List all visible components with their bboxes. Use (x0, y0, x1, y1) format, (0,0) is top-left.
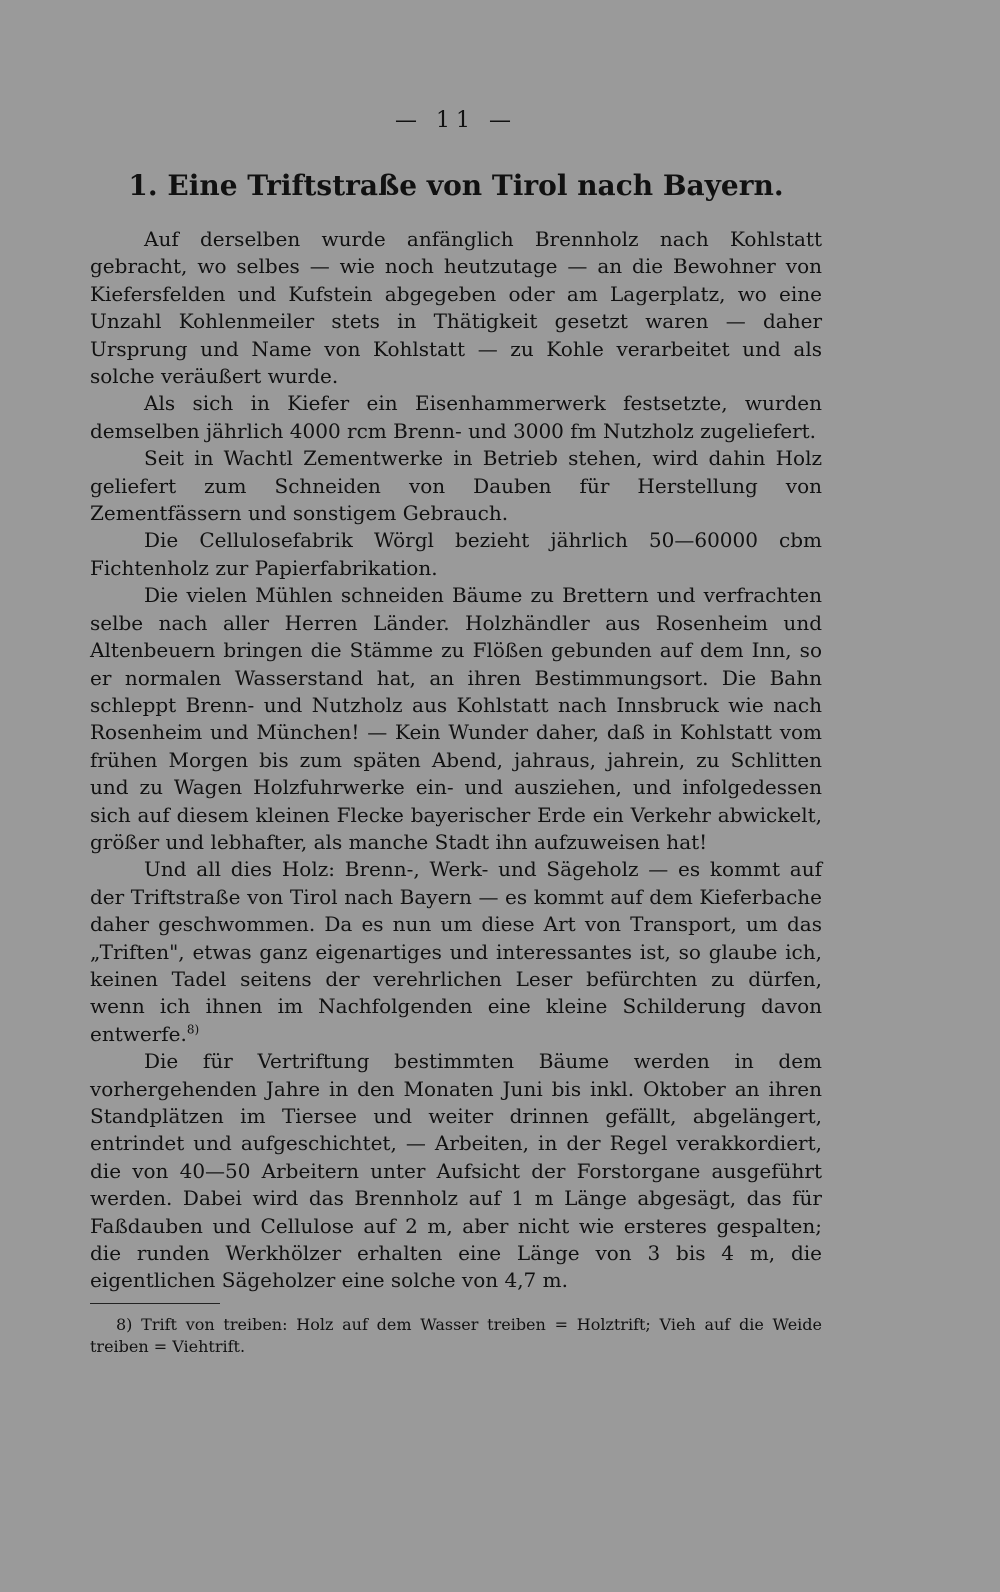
footnote: 8) Trift von treiben: Holz auf dem Wasser treiben = Holztrift; Vieh auf die Weide treiben = Viehtrift. (90, 1314, 822, 1356)
chapter-title: 1. Eine Triftstraße von Tirol nach Bayern. (128, 169, 784, 202)
paragraph-6-text: Und all dies Holz: Brenn-, Werk- und Sägeholz — es kommt auf der Triftstraße von Tirol nach Bayern — es kommt auf dem Kieferbache daher geschwommen. Da es nun um diese Art von Transport, um das „Triften", etwas ganz eigenartiges und interessantes ist, so glaube ich, keinen Tadel seitens der verehrlichen Leser befürchten zu dürfen, wenn ich ihnen im Nachfolgenden eine kleine Schilderung davon entwerfe. (90, 857, 822, 1046)
paragraph-3: Seit in Wachtl Zementwerke in Betrieb stehen, wird dahin Holz geliefert zum Schneiden von Dauben für Herstellung von Zementfässern und sonstigem Gebrauch. (90, 446, 822, 526)
paragraph-4: Die Cellulosefabrik Wörgl bezieht jährlich 50—60000 cbm Fichtenholz zur Papierfabrikation. (90, 528, 822, 580)
footnote-divider (90, 1303, 220, 1304)
body-text (90, 226, 822, 1295)
paragraph-6 (90, 856, 822, 1048)
footnote-reference: 8) (186, 1022, 200, 1037)
page-number: — 11 — (395, 108, 517, 133)
paragraph-1: Auf derselben wurde anfänglich Brennholz nach Kohlstatt gebracht, wo selbes — wie noch heutzutage — an die Bewohner von Kiefersfelden und Kufstein abgegeben oder am Lagerplatz, wo eine Unzahl Kohlenmeiler stets in Thätigkeit gesetzt waren — daher Ursprung und Name von Kohlstatt — zu Kohle verarbeitet und als solche veräußert wurde. (90, 227, 822, 389)
paragraph-2: Als sich in Kiefer ein Eisenhammerwerk festsetzte, wurden demselben jährlich 4000 rcm Brenn- und 3000 fm Nutzholz zugeliefert. (90, 391, 822, 443)
paragraph-5: Die vielen Mühlen schneiden Bäume zu Brettern und verfrachten selbe nach aller Herren Länder. Holzhändler aus Rosenheim und Altenbeuern bringen die Stämme zu Flößen gebunden auf dem Inn, so er normalen Wasserstand hat, an ihren Bestimmungsort. Die Bahn schleppt Brenn- und Nutzholz aus Kohlstatt nach Innsbruck wie nach Rosenheim und München! — Kein Wunder daher, daß in Kohlstatt vom frühen Morgen bis zum späten Abend, jahraus, jahrein, zu Schlitten und zu Wagen Holzfuhrwerke ein- und ausziehen, und infolgedessen sich auf diesem kleinen Flecke bayerischer Erde ein Verkehr abwickelt, größer und lebhafter, als manche Stadt ihn aufzuweisen hat! (90, 583, 822, 854)
paragraph-7: Die für Vertriftung bestimmten Bäume werden in dem vorhergehenden Jahre in den Monaten Juni bis inkl. Oktober an ihren Standplätzen im Tiersee und weiter drinnen gefällt, abgelängert, entrindet und aufgeschichtet, — Arbeiten, in der Regel verakkordiert, die von 40—50 Arbeitern unter Aufsicht der Forstorgane ausgeführt werden. Dabei wird das Brennholz auf 1 m Länge abgesägt, das für Faßdauben und Cellulose auf 2 m, aber nicht wie ersteres gespalten; die runden Werkhölzer erhalten eine Länge von 3 bis 4 m, die eigentlichen Sägeholzer eine solche von 4,7 m. (90, 1049, 822, 1293)
book-page (90, 108, 822, 1358)
